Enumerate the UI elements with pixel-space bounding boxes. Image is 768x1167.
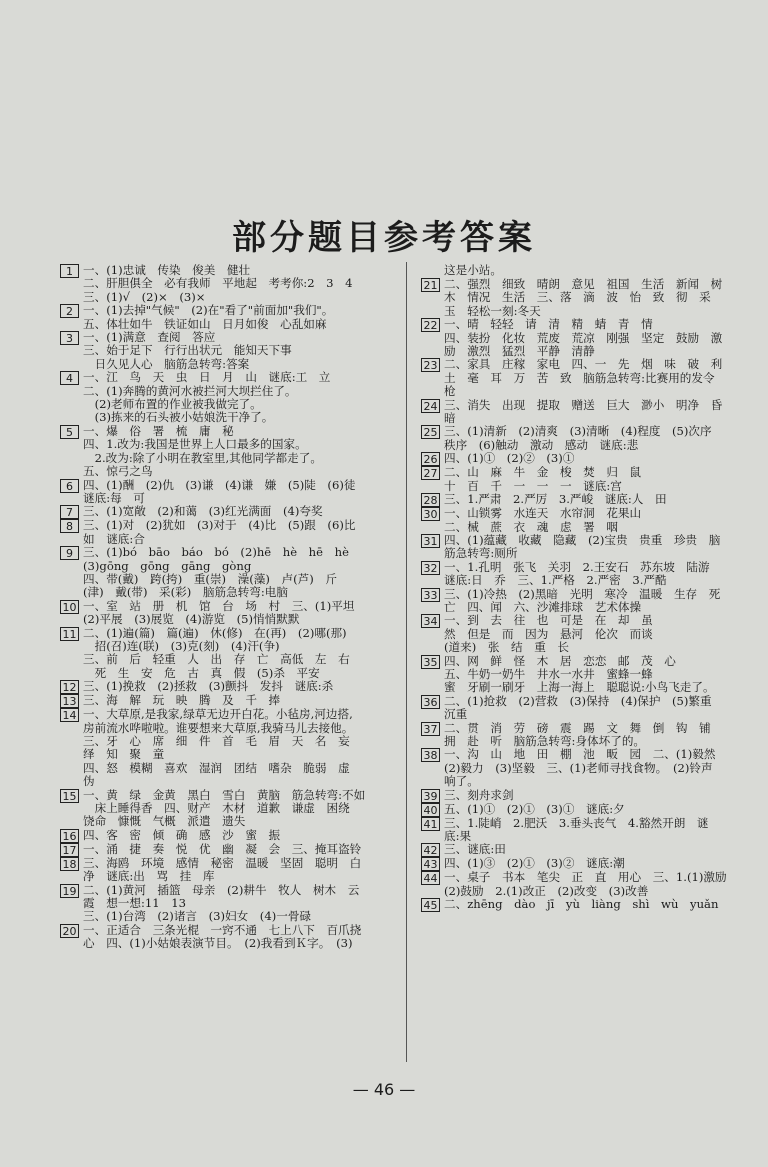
answer-text [444, 655, 768, 695]
answer-entry [421, 264, 768, 278]
answer-text [83, 627, 396, 681]
answer-line: 十 百 千 一 一 一 谜底:宫 [444, 478, 622, 493]
answer-line: 三、谜底:田 [444, 843, 506, 857]
answer-line: 三、消失 出现 提取 赠送 巨大 渺小 明净 昏 [444, 398, 723, 412]
answer-line: 二、强烈 细致 晴朗 意见 祖国 生活 新闻 树 [444, 278, 723, 291]
answer-text [83, 600, 396, 627]
answer-entry [421, 748, 768, 788]
answer-line: 三、海鸥 环境 感情 秘密 温暖 坚固 聪明 白 [83, 856, 362, 870]
answer-entry [421, 655, 768, 695]
answer-line: 底:果 [444, 829, 472, 844]
answer-line: 拥 赴 听 脑筋急转弯:身体坏了的。 [444, 734, 646, 748]
question-number-box: 22 [421, 318, 440, 332]
answer-line: (道来) 张 结 重 长 [444, 640, 569, 655]
answer-line: 一、桌子 书本 笔尖 正 直 用心 三、1.(1)激励 [444, 871, 727, 885]
question-number-box: 5 [60, 425, 79, 439]
question-number-box: 10 [60, 600, 79, 614]
question-number-box: 8 [60, 519, 79, 533]
question-number-box: 24 [421, 399, 440, 413]
question-number-box: 40 [421, 803, 440, 817]
answer-line: 三、(1)对 (2)犹如 (3)对于 (4)比 (5)跟 (6)比 [83, 519, 356, 533]
answer-line: 筋急转弯:厕所 [444, 546, 518, 561]
answer-entry [421, 399, 768, 426]
answer-entry [60, 304, 396, 331]
answer-text [444, 358, 768, 398]
question-number-box: 21 [421, 278, 440, 292]
answer-line: 谜底:日 乔 三、1.严格 2.严密 3.严酷 [444, 573, 667, 588]
answer-text [444, 278, 768, 318]
answer-line: 四、(1)酬 (2)仇 (3)谦 (4)谦 嫌 (5)陡 (6)徒 [83, 478, 356, 492]
answer-line: 励 激烈 猛烈 平静 清静 [444, 344, 595, 359]
answer-line: 四、客 密 倾 确 感 沙 蜜 振 [83, 828, 281, 842]
answer-text [444, 898, 768, 911]
answer-line: 床上睡得香 四、财产 木材 道歉 谦虚 困绕 [83, 801, 350, 816]
question-number-box: 19 [60, 884, 79, 898]
page-title: 部分题目参考答案 [232, 218, 536, 258]
answer-text [83, 425, 396, 479]
answer-line: 土 毫 耳 万 苦 致 脑筋急转弯:比赛用的发令 [444, 370, 715, 385]
question-number-box: 27 [421, 466, 440, 480]
answer-line: 暗 [444, 411, 456, 426]
answer-text [444, 399, 768, 426]
answer-line: 四、(1)蕴藏 收藏 隐藏 (2)宝贵 贵重 珍贵 脑 [444, 533, 721, 547]
answer-line: 如 谜底:合 [83, 531, 145, 546]
answer-line: 谜底:每 可 [83, 490, 145, 505]
question-number-box: 26 [421, 452, 440, 466]
question-number-box: 20 [60, 924, 79, 938]
answer-text [83, 694, 396, 707]
answer-line: 三、1.严肃 2.严厉 3.严峻 谜底:人 田 [444, 493, 667, 507]
answer-text [83, 505, 396, 518]
answer-line: 二、zhēng dào jī yù liàng shì wù yuǎn [444, 898, 719, 912]
answer-line: 二、(1)抢救 (2)营救 (3)保持 (4)保护 (5)繁重 [444, 694, 712, 708]
answer-text [444, 748, 768, 788]
answer-line: 一、正适合 三条光棍 一窍不通 七上八下 百爪挠 [83, 923, 362, 937]
question-number-box: 35 [421, 655, 440, 669]
answer-text [444, 843, 768, 856]
answer-line: 一、1.孔明 张飞 关羽 2.王安石 苏东坡 陆游 [444, 560, 710, 574]
answer-line: 三、(1)清新 (2)清爽 (3)清晰 (4)程度 (5)次序 [444, 425, 712, 439]
answer-line: 二、家具 庄稼 家电 四、一 先 烟 味 破 利 [444, 358, 723, 372]
answer-text [444, 857, 768, 870]
answer-entry [60, 519, 396, 546]
answer-entry [421, 843, 768, 857]
question-number-box: 31 [421, 534, 440, 548]
answer-line: 绎 知 聚 童 [83, 747, 165, 762]
answer-line: 二、(1)黄河 插篮 母亲 (2)耕牛 牧人 树木 云 [83, 883, 360, 897]
answer-line: 三、刻舟求剑 [444, 788, 514, 802]
answer-line: 四、网 鲜 怪 木 居 恋恋 邮 茂 心 [444, 654, 676, 668]
answer-line: 四、装扮 化妆 荒废 荒凉 刚强 坚定 鼓励 激 [444, 330, 723, 345]
answer-line: 四、怒 模糊 喜欢 湿润 团结 嗜杂 脆弱 虚 [83, 760, 350, 775]
answer-text [83, 857, 396, 884]
answer-entry [421, 425, 768, 452]
answer-line: 一、山锁雾 水连天 水帘洞 花果山 [444, 507, 642, 521]
answer-line: 五、(1)① (2)① (3)① 谜底:夕 [444, 802, 625, 816]
answer-text [444, 803, 768, 816]
answer-line: 一、黄 绿 金黄 黑白 雪白 黄脑 筋急转弯:不如 [83, 788, 366, 802]
question-number-box: 41 [421, 817, 440, 831]
answer-line: 一、江 鸟 天 虫 日 月 山 谜底:工 立 [83, 371, 331, 385]
answer-entry [60, 264, 396, 304]
answer-line: 亡 四、闻 六、沙滩排球 艺术体操 [444, 599, 642, 614]
answer-text [444, 425, 768, 452]
answer-entry [60, 425, 396, 479]
answer-line: 一、到 去 往 也 可是 在 却 虽 [444, 614, 653, 628]
question-number-box: 32 [421, 561, 440, 575]
question-number-box: 6 [60, 479, 79, 493]
answer-line: 三、牙 心 席 细 件 首 毛 眉 天 名 妄 [83, 734, 350, 748]
question-number-box: 2 [60, 304, 79, 318]
question-number-box: 7 [60, 505, 79, 519]
answer-text [83, 546, 396, 600]
answer-line: 三、(1)宽敞 (2)和蔼 (3)红光满面 (4)夸奖 [83, 505, 323, 519]
answer-entry [60, 680, 396, 694]
answer-line: (3)gōng gōng gāng gòng [83, 558, 252, 573]
answer-line: 一、(1)忠诚 传染 俊美 健壮 [83, 264, 251, 277]
answer-text [83, 884, 396, 924]
answer-text [83, 843, 396, 856]
answer-line: 三、(1)挽救 (2)拯救 (3)颤抖 发抖 谜底:杀 [83, 680, 334, 694]
answer-text [444, 493, 768, 506]
answer-line: 二、械 蔗 衣 魂 虑 署 咽 [444, 519, 618, 534]
answer-entry [421, 466, 768, 493]
answer-entry [60, 331, 396, 371]
question-number-box: 33 [421, 588, 440, 602]
answer-text [83, 479, 396, 506]
answer-line: (津) 戴(带) 采(彩) 脑筋急转弯:电脑 [83, 585, 288, 600]
answer-line: 二、贯 消 劳 磅 震 踢 文 舞 倒 钩 铺 [444, 721, 711, 735]
answer-line: 一、涌 捷 奏 悦 优 幽 凝 会 三、掩耳盗铃 [83, 842, 362, 856]
answer-text [83, 829, 396, 842]
answer-entry [421, 278, 768, 318]
answer-entry [60, 843, 396, 857]
answer-line: 房前流水哗啦啦。谁要想来大草原,我骑马儿去接他。 [83, 720, 354, 735]
right-column [421, 264, 768, 912]
answer-line: 四、(1)① (2)② (3)① [444, 452, 575, 466]
question-number-box: 39 [421, 789, 440, 803]
answer-line: 心 四、(1)小姑娘表演节目。 (2)我看到Ｋ字。 (3) [83, 936, 353, 951]
answer-entry [421, 318, 768, 358]
answer-text [83, 331, 396, 371]
answer-entry [60, 505, 396, 519]
answer-line: 一、(1)满意 查阅 答应 [83, 331, 216, 345]
answer-line: 二、(1)遍(篇) 篇(遍) 休(修) 在(再) (2)哪(那) [83, 626, 347, 640]
answer-text [444, 871, 768, 898]
question-number-box: 28 [421, 493, 440, 507]
answer-entry [421, 871, 768, 898]
answer-text [83, 304, 396, 331]
answer-line: 五、惊弓之鸟 [83, 464, 153, 479]
question-number-box: 16 [60, 829, 79, 843]
question-number-box: 43 [421, 857, 440, 871]
answer-text [83, 264, 396, 304]
answer-line: 一、晴 轻轻 请 清 精 蜻 青 情 [444, 318, 653, 332]
answer-entry [421, 452, 768, 466]
answer-entry [60, 924, 396, 951]
answer-text [444, 507, 768, 534]
answer-text [83, 789, 396, 829]
answer-entry [421, 507, 768, 534]
answer-line: 三、前 后 轻重 人 出 存 亡 高低 左 右 [83, 652, 350, 667]
question-number-box: 44 [421, 871, 440, 885]
answer-entry [421, 789, 768, 803]
answer-line: 2.改为:除了小明在教室里,其他同学都走了。 [83, 450, 322, 465]
answer-entry [421, 695, 768, 722]
answer-text [83, 371, 396, 425]
answer-line: 三、海 解 玩 映 腾 及 千 捧 [83, 694, 281, 708]
answer-line: 玉 轻松一刻:冬天 [444, 303, 541, 318]
answer-entry [60, 789, 396, 829]
answer-text [444, 452, 768, 465]
answer-line: 伪 [83, 774, 95, 789]
question-number-box: 25 [421, 425, 440, 439]
answer-line: 饶命 慷慨 气概 派遣 遗失 [83, 814, 246, 829]
answer-text [444, 817, 768, 844]
answer-line: 一、沟 山 地 田 棚 池 畈 园 二、(1)毅然 [444, 748, 716, 762]
answer-entry [60, 694, 396, 708]
answer-line: 二、山 麻 牛 金 梭 焚 归 鼠 [444, 466, 642, 480]
answer-entry [421, 614, 768, 654]
question-number-box: 9 [60, 546, 79, 560]
answer-line: 然 但是 而 因为 悬河 伦次 而谈 [444, 626, 653, 641]
answer-entry [421, 722, 768, 749]
answer-entry [421, 817, 768, 844]
answer-line: 日久见人心 脑筋急转弯:答案 [83, 356, 250, 371]
answer-line: 三、(1)冷热 (2)黑暗 光明 寒冷 温暖 生存 死 [444, 587, 721, 601]
answer-line: 蜜 牙刷一刷牙 上海一海上 聪聪说:小鸟飞走了。 [444, 680, 715, 695]
answer-line: 二、肝胆俱全 必有我师 平地起 考考你:2 3 4 [83, 276, 353, 291]
answer-line: 一、爆 俗 署 梳 庸 秘 [83, 424, 234, 438]
answer-text [444, 614, 768, 654]
answer-entry [421, 857, 768, 871]
question-number-box: 4 [60, 371, 79, 385]
answer-line: 一、大草原,是我家,绿草无边开白花。小毡房,河边搭, [83, 708, 353, 722]
answer-line: 这是小站。 [444, 264, 502, 277]
answer-entry [421, 898, 768, 912]
answer-entry [421, 561, 768, 588]
answer-line: 三、始于足下 行行出状元 能知天下事 [83, 343, 292, 358]
page-number: — 46 — [352, 1080, 416, 1099]
answer-text [444, 318, 768, 358]
answer-entry [60, 857, 396, 884]
answer-line: 三、1.陡峭 2.肥沃 3.垂头丧气 4.豁然开朗 谜 [444, 816, 709, 830]
answer-text [444, 264, 768, 277]
question-number-box: 14 [60, 708, 79, 722]
answer-text [444, 466, 768, 493]
question-number-box: 38 [421, 748, 440, 762]
answer-line: 枪 [444, 384, 456, 399]
question-number-box: 1 [60, 264, 79, 278]
question-number-box: 17 [60, 843, 79, 857]
answer-entry [421, 588, 768, 615]
answer-line: 一、室 站 册 机 馆 台 场 村 三、(1)平坦 [83, 599, 355, 613]
question-number-box: 18 [60, 857, 79, 871]
answer-line: (2)平展 (3)展览 (4)游览 (5)悄悄默默 [83, 612, 300, 627]
answer-line: 三、(1)√ (2)× (3)× [83, 289, 206, 304]
question-number-box: 37 [421, 722, 440, 736]
answer-line: 二、(1)奔腾的黄河水被拦河大坝拦住了。 [83, 383, 297, 398]
answer-text [444, 534, 768, 561]
answer-entry [421, 358, 768, 398]
answer-line: 响了。 [444, 774, 479, 789]
answer-line: 招(召)连(联) (3)克(刻) (4)汗(争) [83, 638, 280, 653]
question-number-box: 12 [60, 680, 79, 694]
question-number-box: 30 [421, 507, 440, 521]
answer-text [444, 588, 768, 615]
answer-entry [60, 371, 396, 425]
question-number-box: 11 [60, 627, 79, 641]
answer-text [83, 519, 396, 546]
answer-line: 三、(1)bó bāo báo bó (2)hē hè hē hè [83, 546, 349, 560]
question-number-box: 3 [60, 331, 79, 345]
column-divider [406, 262, 407, 1062]
answer-text [444, 789, 768, 802]
question-number-box: 23 [421, 358, 440, 372]
answer-entry [60, 708, 396, 788]
answer-line: 木 情况 生活 三、落 滴 波 怡 致 彻 采 [444, 290, 711, 305]
answer-text [83, 924, 396, 951]
answer-entry [421, 803, 768, 817]
answer-line: (2)毅力 (3)坚毅 三、(1)老师寻找食物。 (2)铃声 [444, 760, 713, 775]
answer-entry [60, 884, 396, 924]
answer-text [83, 708, 396, 788]
answer-line: 四、带(戴) 跨(挎) 重(崇) 澡(藻) 卢(芦) 斤 [83, 571, 337, 586]
question-number-box: 36 [421, 695, 440, 709]
question-number-box: 15 [60, 789, 79, 803]
answer-text [444, 695, 768, 722]
answer-entry [60, 546, 396, 600]
answer-entry [60, 627, 396, 681]
answer-line: 秩序 (6)触动 激动 感动 谜底:悲 [444, 437, 639, 452]
answer-line: (2)鼓励 2.(1)改正 (2)改变 (3)改善 [444, 883, 649, 898]
answer-line: 四、(1)③ (2)① (3)② 谜底:潮 [444, 857, 625, 871]
answer-text [444, 722, 768, 749]
question-number-box: 45 [421, 898, 440, 912]
answer-entry [60, 600, 396, 627]
question-number-box: 42 [421, 843, 440, 857]
answer-line: (2)老师布置的作业被我做完了。 [83, 397, 262, 412]
left-column [60, 264, 396, 951]
answer-line: 沉重 [444, 707, 468, 722]
answer-line: 五、牛奶一奶牛 井水一水井 蜜蜂一蜂 [444, 666, 653, 681]
answer-line: (3)拣来的石头被小姑娘洗干净了。 [83, 410, 274, 425]
answer-line: 霞 想一想:11 13 [83, 896, 186, 911]
answer-line: 五、体壮如牛 铁证如山 日月如俊 心乱如麻 [83, 316, 327, 331]
answer-text [83, 680, 396, 693]
answer-entry [60, 829, 396, 843]
answer-text [444, 561, 768, 588]
answer-entry [60, 479, 396, 506]
answer-line: 净 谜底:出 骂 挂 库 [83, 869, 215, 884]
answer-line: 一、(1)去掉"气候" (2)在"看了"前面加"我们"。 [83, 304, 334, 318]
question-number-box: 34 [421, 614, 440, 628]
answer-line: 死 生 安 危 古 真 假 (5)杀 平安 [83, 665, 320, 680]
answer-entry [421, 493, 768, 507]
answer-entry [421, 534, 768, 561]
answer-line: 三、(1)台湾 (2)诸言 (3)妇女 (4)一骨碌 [83, 909, 312, 924]
question-number-box: 13 [60, 694, 79, 708]
answer-line: 四、1.改为:我国是世界上人口最多的国家。 [83, 437, 307, 452]
